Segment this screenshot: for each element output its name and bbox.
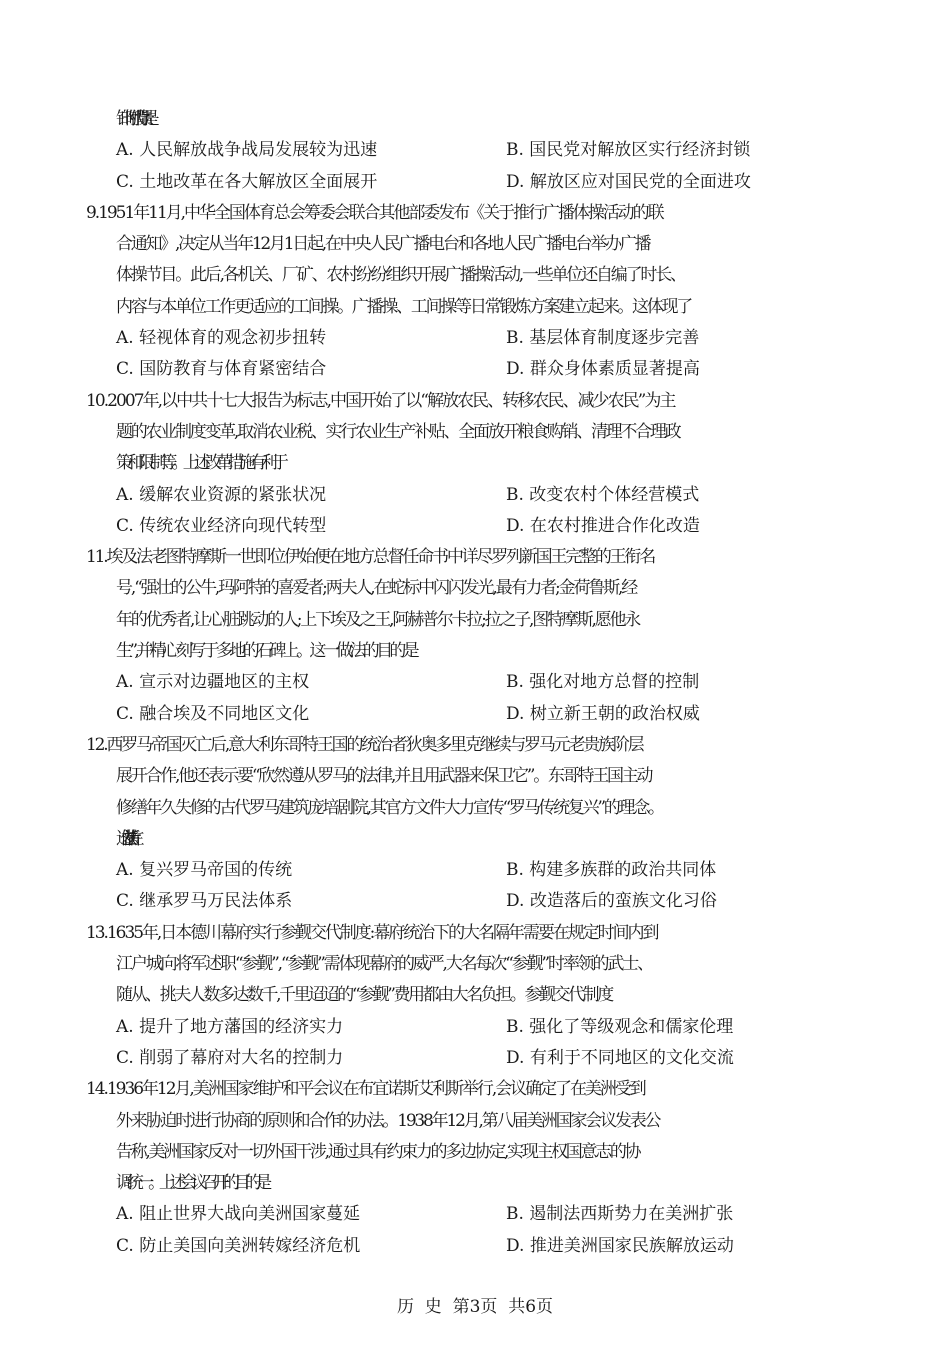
options-row (0, 1199, 950, 1230)
question-stem-line: 修缮年久失修的古代罗马建筑庞培剧院,其官方文件大力宣传“罗马传统复兴”的理念。 (116, 797, 663, 818)
question-stem-line: 年的优秀者,让心脏跳动的人;上下埃及之王,阿赫普尔卡拉;拉之子,图特摩斯,愿他永 (116, 609, 640, 630)
question-text: 埃及法老图特摩斯一世即位伊始便在地方总督任命书中详尽罗列新国王完整的王衔名 (106, 547, 655, 568)
option-b: B. 基层体育制度逐步完善 (506, 328, 700, 349)
question-stem-line: 号,“强壮的公牛,玛阿特的喜爱者;两夫人,在蛇标中闪闪发光,最有力者;金荷鲁斯,经 (116, 578, 637, 599)
intro-line: 针的时代背景是 (116, 109, 147, 129)
question-10 (0, 386, 950, 542)
question-14 (0, 1074, 950, 1262)
question-stem-line (0, 198, 950, 229)
question-stem-line: 合通知》,决定从当年12月1日起,在中央人民广播电台和各地人民广播电台举办广播 (116, 234, 650, 255)
question-text: 西罗马帝国灭亡后,意大利东哥特王国的统治者狄奥多里克继续与罗马元老贵族阶层 (106, 734, 643, 755)
question-number: 12. (86, 734, 107, 755)
intro-option-a: A. 人民解放战争战局发展较为迅速 (116, 140, 378, 161)
option-b: B. 改变农村个体经营模式 (506, 484, 700, 505)
option-a: A. 缓解农业资源的紧张状况 (116, 484, 327, 505)
option-a: A. 宣示对边疆地区的主权 (116, 672, 310, 693)
options-row (0, 886, 950, 917)
option-c: C. 继承罗马万民法体系 (116, 891, 293, 912)
question-stem-line (0, 542, 950, 573)
options-row (0, 855, 950, 886)
option-d: D. 在农村推进合作化改造 (506, 515, 700, 536)
option-d: D. 群众身体素质显著提高 (506, 359, 700, 380)
intro-options-row-1 (0, 135, 950, 166)
option-b: B. 遏制法西斯势力在美洲扩张 (506, 1204, 734, 1225)
option-d: D. 有利于不同地区的文化交流 (506, 1047, 734, 1068)
question-list (0, 104, 950, 1262)
question-text: 1936年12月,美洲国家维护和平会议在布宜诺斯艾利斯举行,会议确定了在美洲受到 (106, 1079, 645, 1100)
question-number: 11. (86, 547, 107, 568)
options-row (0, 511, 950, 542)
options-row (0, 699, 950, 730)
options-row (0, 667, 950, 698)
option-a: A. 阻止世界大战向美洲国家蔓延 (116, 1204, 361, 1225)
option-a: A. 复兴罗马帝国的传统 (116, 860, 293, 881)
intro-options-row-2 (0, 167, 950, 198)
option-b: B. 构建多族群的政治共同体 (506, 860, 717, 881)
option-d: D. 推进美洲国家民族解放运动 (506, 1235, 734, 1256)
question-stem-line: 这一做法旨在 (116, 828, 130, 849)
option-c: C. 融合埃及不同地区文化 (116, 703, 310, 724)
page-footer: 历 史 第3页 共6页 (396, 1297, 554, 1317)
option-a: A. 轻视体育的观念初步扭转 (116, 328, 327, 349)
options-row (0, 354, 950, 385)
question-stem-line: 告称,美洲国家反对一切外国干涉,通过具有约束力的多边协定,实现主权国意志的协 (116, 1141, 640, 1162)
options-row (0, 480, 950, 511)
intro-option-b: B. 国民党对解放区实行经济封锁 (506, 140, 751, 161)
question-stem-line (0, 918, 950, 949)
option-b: B. 强化对地方总督的控制 (506, 672, 700, 693)
question-number: 9. (86, 202, 99, 223)
question-9 (0, 198, 950, 386)
question-number: 14. (86, 1079, 107, 1100)
question-text: 1635年,日本德川幕府实行参觐交代制度:幕府统治下的大名隔年需要在规定时间内到 (106, 922, 658, 943)
question-stem-line: 展开合作,他还表示要“欣然遵从罗马的法律,并且用武器来保卫它”。东哥特王国主动 (116, 766, 652, 787)
option-c: C. 削弱了幕府对大名的控制力 (116, 1047, 344, 1068)
question-stem-line: 外来胁迫时进行协商的原则和合作的办法。1938年12月,第八届美洲国家会议发表公 (116, 1110, 660, 1131)
question-stem-line: 生”,并精心刻写于多地的石碑上。这一做法的目的是 (116, 641, 417, 662)
question-stem-line: 题的农业制度变革,取消农业税、实行农业生产补贴、全面放开粮食购销、清理不合理政 (116, 421, 680, 442)
question-11 (0, 542, 950, 730)
question-text: 2007年,以中共十七大报告为标志,中国开始了以“解放农民、转移农民、减少农民”为主 (107, 390, 675, 411)
question-number: 10. (86, 390, 108, 411)
option-c: C. 防止美国向美洲转嫁经济危机 (116, 1235, 361, 1256)
question-stem-line: 随从、挑夫人数多达数千,千里迢迢的“参觐”费用都由大名负担。参觐交代制度 (116, 985, 612, 1006)
question-stem-line: 内容与本单位工作更适应的工间操。广播操、工间操等日常锻炼方案建立起来。这体现了 (116, 296, 691, 317)
options-row (0, 323, 950, 354)
question-stem-line (0, 1074, 950, 1105)
options-row (0, 1012, 950, 1043)
option-c: C. 国防教育与体育紧密结合 (116, 359, 327, 380)
option-a: A. 提升了地方藩国的经济实力 (116, 1016, 344, 1037)
question-stem-line: 调统一。上述会议召开的目的是 (116, 1173, 266, 1194)
intro-option-c: C. 土地改革在各大解放区全面展开 (116, 171, 378, 192)
question-stem-line: 体操节目。此后,各机关、厂矿、农村纷纷组织开展广播操活动,一些单位还自编了时长、 (116, 265, 685, 286)
option-c: C. 传统农业经济向现代转型 (116, 515, 327, 536)
intro-option-d: D. 解放区应对国民党的全面进攻 (506, 171, 751, 192)
option-b: B. 强化了等级观念和儒家伦理 (506, 1016, 734, 1037)
question-stem-line (0, 386, 950, 417)
question-stem-line: 江户城向将军述职“参觐”,“参觐”需体现幕府的威严,大名每次“参觐”时率领的武士、 (116, 954, 652, 975)
option-d: D. 树立新王朝的政治权威 (506, 703, 700, 724)
question-12 (0, 730, 950, 918)
question-text: 1951年11月,中华全国体育总会筹委会联合其他部委发布《关于推行广播体操活动的联 (98, 202, 663, 223)
options-row (0, 1043, 950, 1074)
options-row (0, 1231, 950, 1262)
question-13 (0, 918, 950, 1074)
option-d: D. 改造落后的蛮族文化习俗 (506, 891, 717, 912)
question-stem-line (0, 730, 950, 761)
question-number: 13. (86, 922, 107, 943)
question-stem-line: 策和限制等。上述改革措施有利于 (116, 453, 283, 474)
